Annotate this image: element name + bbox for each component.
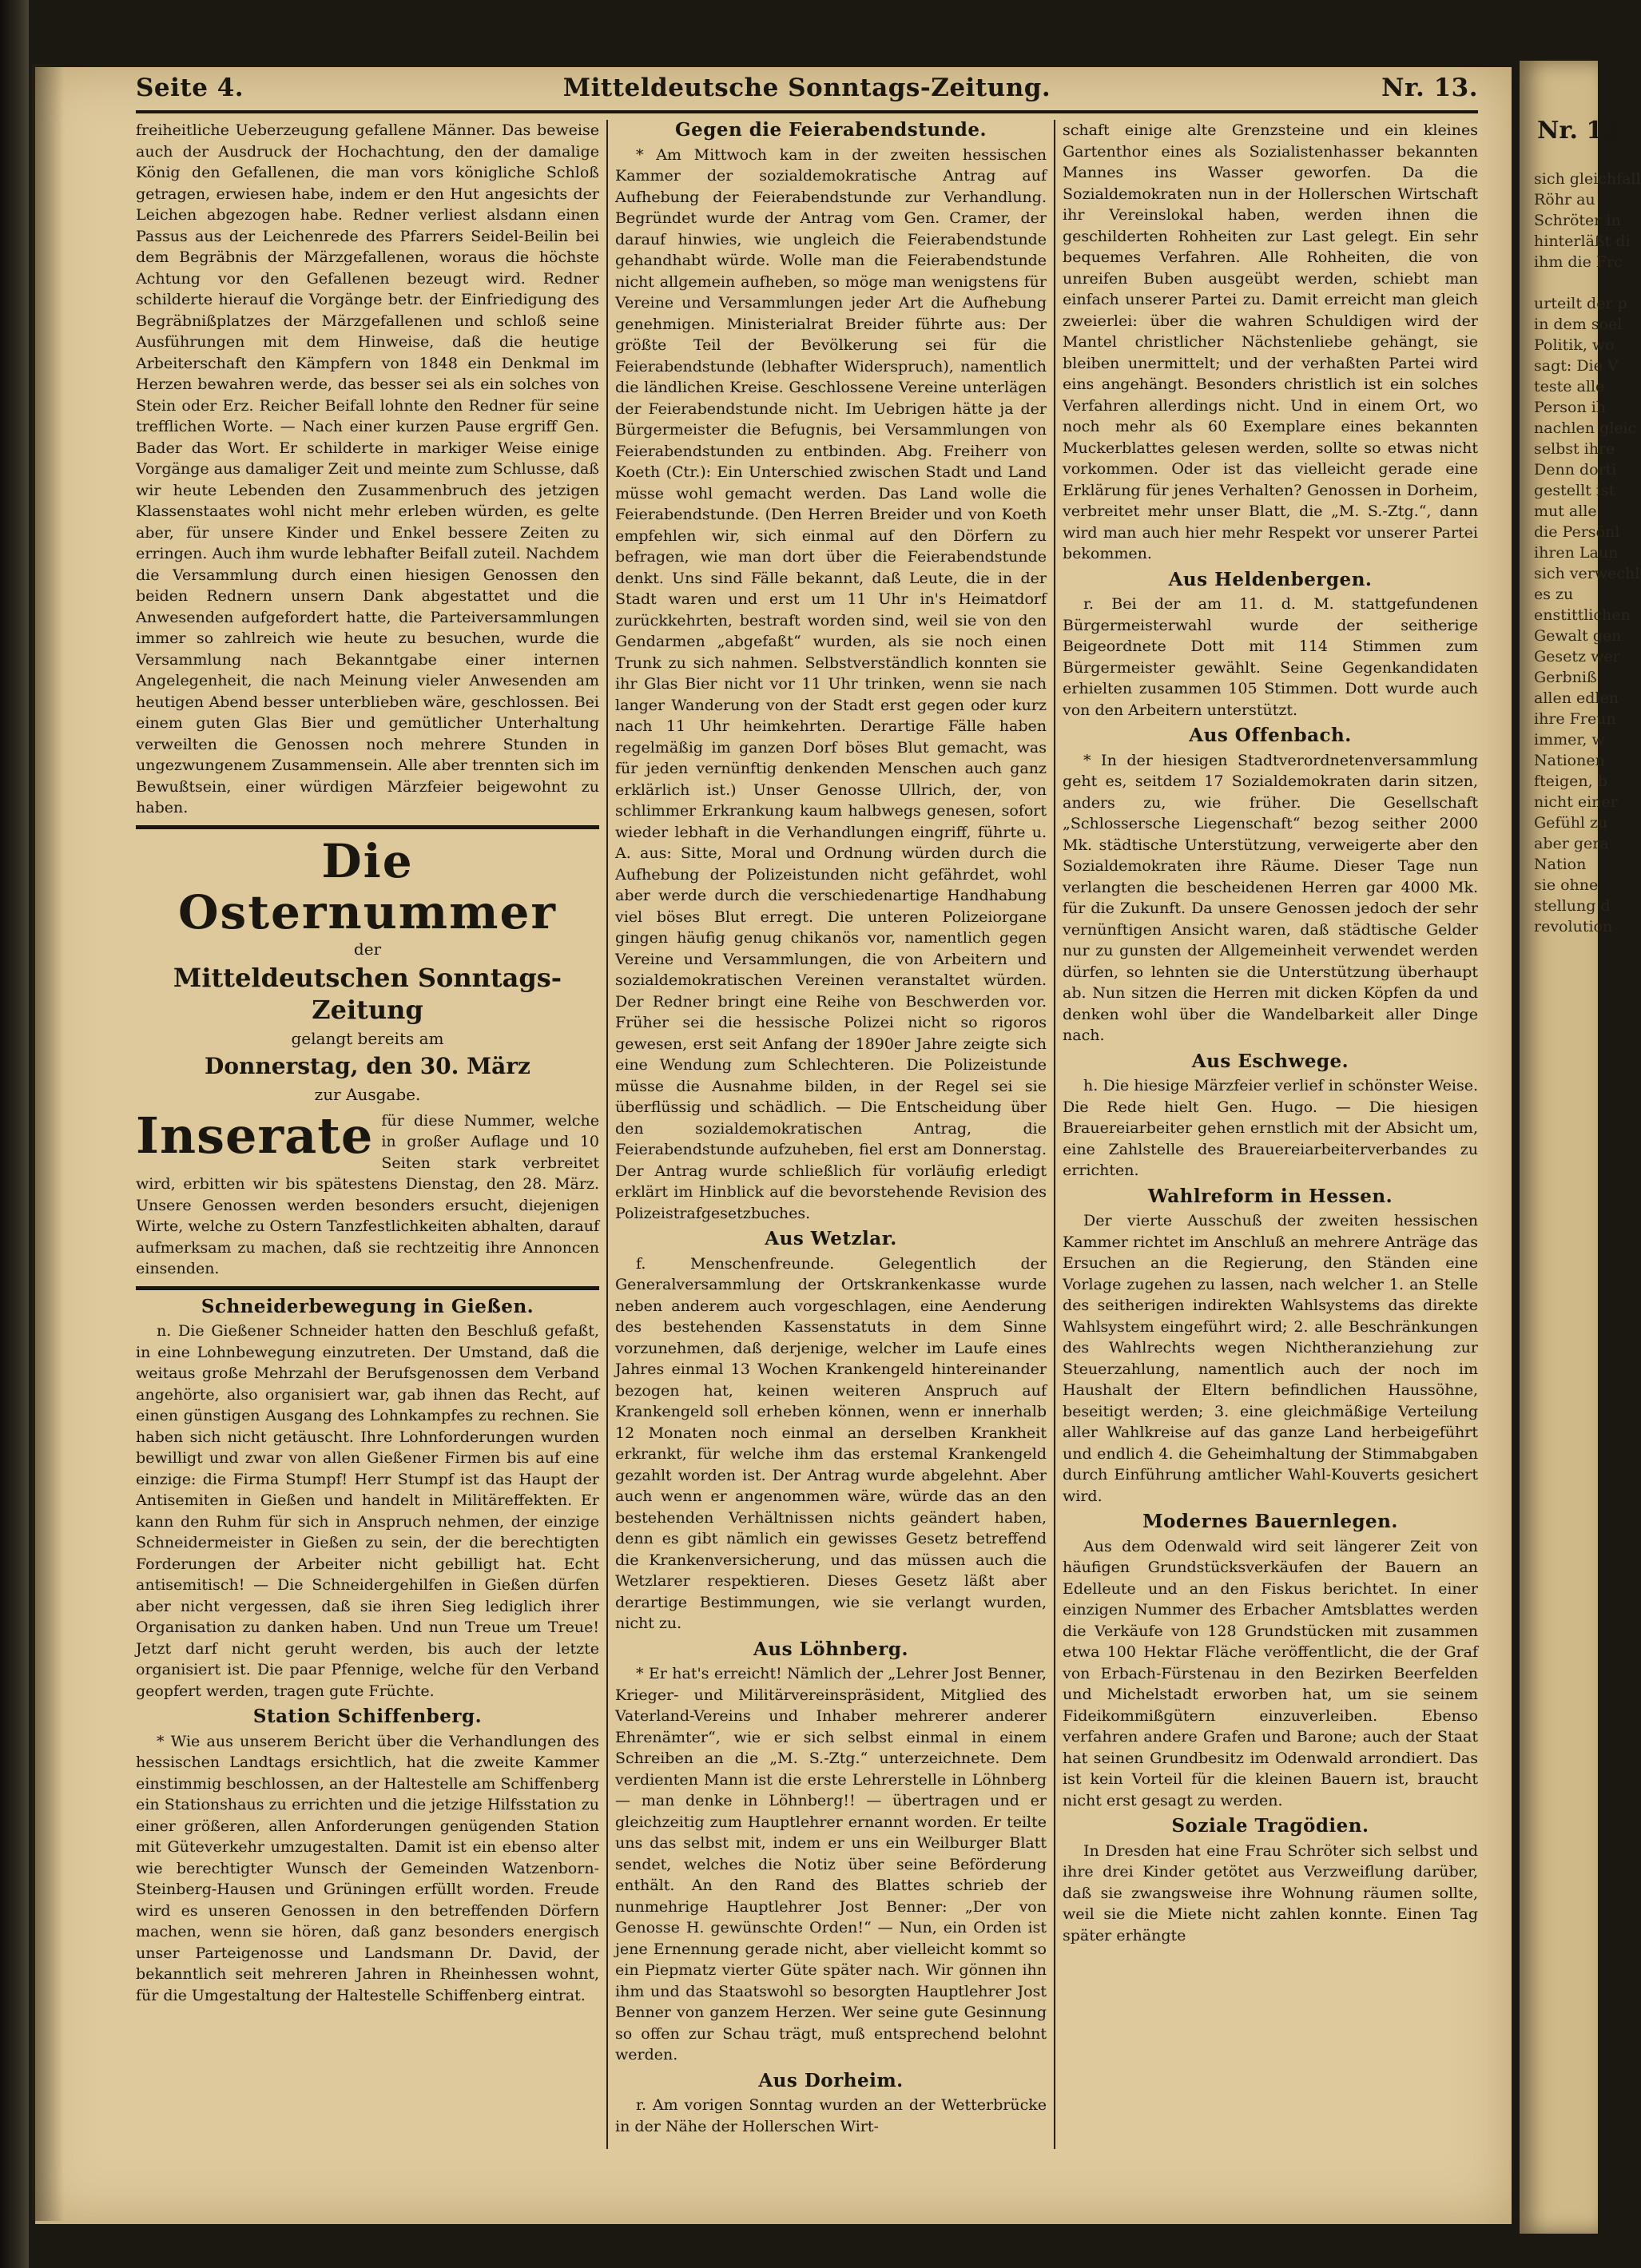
adjacent-page-line: ihre Freun	[1534, 710, 1616, 728]
adjacent-page-line: nachlen gleic	[1534, 419, 1637, 437]
adjacent-page-line: teste alle	[1534, 378, 1605, 395]
adjacent-page-line: hinterläßt di	[1534, 232, 1631, 250]
adjacent-page-line: allen edlen	[1534, 689, 1619, 707]
adjacent-page-line: ihm die Frc	[1534, 253, 1623, 271]
adjacent-page-line: enstittlichen	[1534, 606, 1631, 624]
article-heading: Aus Heldenbergen.	[1168, 568, 1373, 590]
adjacent-page-line: Röhr au	[1534, 191, 1595, 209]
article-heading: Wahlreform in Hessen.	[1147, 1185, 1393, 1207]
article-heading: Aus Dorheim.	[758, 2069, 904, 2091]
adjacent-page-line: Politik, wo	[1534, 336, 1615, 354]
adjacent-page-line: selbst ihre	[1534, 440, 1615, 458]
page-number: Seite 4.	[136, 73, 244, 102]
column-3	[1063, 120, 1478, 1946]
column-1	[136, 120, 599, 2006]
article-heading: Schneiderbewegung in Gießen.	[201, 1295, 534, 1317]
adjacent-page-line: Schröter in	[1534, 212, 1621, 229]
adjacent-page-line: sagt: Die V	[1534, 357, 1619, 375]
article-text: r. Am vorigen Sonntag wurden an der Wetterbrücke in der Nähe der Hollerschen Wirt-	[615, 2096, 1047, 2135]
adjacent-page-line: Person ih	[1534, 399, 1607, 416]
article-text: freiheitliche Ueberzeugung gefallene Männer. Das beweise auch der Ausdruck der Hochachtung, den der damalige König den Gefallenen, die man vors königliche Schloß getragen, erwiesen habe, indem er den Hut angesichts der Leichen abgezogen habe. Redner verliest alsdann einen Passus aus der Leichenrede des Pfarrers Seidel-Beilin bei dem Begräbnis der Märzgefallenen, woraus die höchste Achtung vor den Gefallenen bezeugt wird. Redner schilderte hierauf die Vorgänge betr. der Einfriedigung des Begräbnißplatzes der Märzgefallenen und schloß seine Ausführungen mit dem Hinweise, daß die heutige Arbeiterschaft den Kämpfern von 1848 ein Denkmal im Herzen bewahren werde, das besser sei als ein solches von Stein oder Erz. Reicher Beifall lohnte den Redner für seine trefflichen Worte. — Nach einer kurzen Pause ergriff Gen. Bader das Wort. Er schilderte in markiger Weise einige Vorgänge aus damaliger Zeit und meinte zum Schlusse, daß wir heute Lebenden den Zusammenbruch des jetzigen Klassenstaates wohl nicht mehr erleben würden, es gelte aber, für unsere Kinder und Enkel bessere Zeiten zu erringen. Auch ihm wurde lebhafter Beifall zuteil. Nachdem die Versammlung durch einen hiesigen Genossen den beiden Rednern unsern Dank abgestattet und die Anwesenden aufgefordert hatte, die Parteiversammlungen immer so zahlreich wie heute zu besuchen, wurde die Versammlung nach Bekanntgabe einer internen Angelegenheit, die nach Meinung vieler Anwesenden am heutigen Abend besser unterblieben wäre, geschlossen. Bei einem guten Glas Bier und gemütlicher Unterhaltung verweilten die Genossen noch mehrere Stunden in ungezwungenem Zusammensein. Alle aber trennten sich im Bewußtsein, einer würdigen Märzfeier beigewohnt zu haben.	[136, 121, 599, 816]
adjacent-page-line: stellung d	[1534, 897, 1611, 915]
adjacent-page-line: gestellt ist	[1534, 482, 1615, 499]
masthead-rule	[136, 110, 1478, 113]
adjacent-page-line: nicht einer	[1534, 793, 1618, 811]
article-text: n. Die Gießener Schneider hatten den Beschluß gefaßt, in eine Lohnbewegung einzutreten. Der Umstand, daß die weitaus große Mehrzahl der Berufsgenossen dem Verband angehörte, also organisiert war, gab ihnen das Recht, auf einen günstigen Ausgang des Lohnkampfes zu rechnen. Sie haben sich nicht getäuscht. Ihre Lohnforderungen wurden bewilligt und zwar von allen Gießener Firmen bis auf eine einzige: die Firma Stumpf! Herr Stumpf ist das Haupt der Antisemiten in Gießen und handelt in Militäreffekten. Er kann den Ruhm für sich in Anspruch nehmen, der einzige Schneidermeister in Gießen zu sein, der die berechtigten Forderungen der Arbeiter nicht gebilligt hat. Echt antisemitisch! — Die Schneidergehilfen in Gießen dürfen aber nicht vergessen, daß sie ihren Sieg lediglich ihrer Organisation zu danken haben. Und nun Treue um Treue! Jetzt darf nicht geruht werden, bis auch der letzte organisiert ist. Die paar Pfennige, welche für den Verband geopfert werden, tragen gute Früchte.	[136, 1322, 599, 1700]
adjacent-page-number: Nr. 13.	[1537, 117, 1628, 145]
adjacent-page-line: revolution	[1534, 918, 1613, 935]
article-text: In Dresden hat eine Frau Schröter sich selbst und ihre drei Kinder getötet aus Verzweiflung darüber, daß sie zwangsweise ihre Wohnung räumen sollte, weil sie die Miete nicht zahlen konnte. Einen Tag später erhängte	[1063, 1841, 1478, 1944]
adjacent-page-line: die Persönl	[1534, 523, 1620, 541]
adjacent-page-line: sich gleichfall	[1534, 170, 1641, 188]
article-heading: Aus Wetzlar.	[765, 1228, 897, 1249]
adjacent-page-line: Nation	[1534, 856, 1587, 873]
easter-issue-notice	[136, 833, 599, 1280]
issue-number: Nr. 13.	[1381, 73, 1478, 102]
notice-der: der	[353, 939, 382, 959]
adjacent-page-line: fteigen, b	[1534, 773, 1607, 790]
notice-sentence: gelangt bereits am	[291, 1028, 444, 1048]
column-rule	[1054, 120, 1055, 2149]
adjacent-page-line: Gerbniß	[1534, 669, 1597, 686]
notice-title: Die Osternummer	[178, 833, 557, 939]
adjacent-page-line: Gesetz wer	[1534, 648, 1620, 665]
article-text: * Wie aus unserem Bericht über die Verhandlungen des hessischen Landtags ersichtlich, hat die zweite Kammer einstimmig beschlossen, an der Haltestelle am Schiffenberg ein Stationshaus zu errichten und die jetzige Hilfsstation zu einer größeren, allen Anforderungen genügenden Station mit Güteverkehr umzugestalten. Damit ist ein ebenso alter wie berechtigter Wunsch der Gemeinden Watzenborn-Steinberg-Hausen und Grüningen erfüllt worden. Freude wird es unseren Genossen in den betreffenden Dörfern machen, wenn sie hören, daß ganz besonders energisch unser Parteigenosse und Landsmann Dr. David, der bekanntlich seit mehreren Jahren in Rheinhessen wohnt, für die Umgestaltung der Haltestelle Schiffenberg eintrat.	[136, 1732, 599, 2004]
adjacent-page-text	[1520, 169, 1641, 937]
inserate-ad	[136, 1106, 599, 1280]
article-heading: Station Schiffenberg.	[252, 1706, 483, 1727]
article-heading: Aus Eschwege.	[1191, 1050, 1349, 1072]
article-text: Der vierte Ausschuß der zweiten hessischen Kammer richtet im Anschluß an mehrere Anträge das Ersuchen an die Regierung, den Ständen eine Vorlage zugehen zu lassen, nach welcher 1. an Stelle des seitherigen indirekten Wahlsystems das direkte Wahlsystem eingeführt wird; 2. alle Beschränkungen des Wahlrechts wegen Nichtheranziehung zur Steuerzahlung, namentlich auch der noch im Haushalt der Eltern befindlichen Haussöhne, beseitigt werden; 3. eine gleichmäßige Verteilung aller Wahlkreise auf das ganze Land herbeigeführt und endlich 4. die Geheimhaltung der Stimmabgaben durch Einführung amtlicher Wahl-Kouverts gesichert wird.	[1063, 1212, 1478, 1505]
adjacent-page-line: Gewalt gen	[1534, 627, 1622, 645]
inserate-heading: Inserate	[136, 1106, 374, 1165]
notice-ausgabe: zur Ausgabe.	[314, 1084, 421, 1104]
article-heading: Gegen die Feierabendstunde.	[674, 119, 987, 141]
adjacent-page-line: ihren Laun	[1534, 544, 1619, 562]
adjacent-page-line: es zu	[1534, 586, 1574, 603]
paper-title: Mitteldeutsche Sonntags-Zeitung.	[562, 73, 1051, 102]
book-binding	[0, 0, 29, 2268]
adjacent-page-line: Denn dorti	[1534, 461, 1617, 479]
adjacent-page-line: aber gera	[1534, 835, 1609, 852]
notice-paper-name: Mitteldeutschen Sonntags-Zeitung	[173, 962, 562, 1025]
article-text: h. Die hiesige Märzfeier verlief in schönster Weise. Die Rede hielt Gen. Hugo. — Die hiesigen Brauereiarbeiter gehen ernstlich mit der Absicht um, eine Zahlstelle des Brauereiarbeiterverbandes zu errichten.	[1063, 1077, 1478, 1179]
article-text: Aus dem Odenwald wird seit längerer Zeit von häufigen Grundstücksverkäufen der Bauern an Edelleute und an den Fiskus berichtet. In einer einzigen Nummer des Erbacher Amtsblattes werden die Verkäufe von 128 Grundstücken mit zusammen etwa 100 Hektar Fläche veröffentlicht, die der Graf von Erbach-Fürstenau in den Bezirken Beerfelden und Michelstadt erworben hat, um sie seinem Fideikommißgütern einzuverleiben. Ebenso verfahren andere Grafen und Barone; auch der Staat hat seinen Grundbesitz im Odenwald arrondiert. Das ist kein Vorteil für die kleinen Bauern ist, braucht nicht erst gesagt zu werden.	[1063, 1537, 1478, 1809]
article-text: * Am Mittwoch kam in der zweiten hessischen Kammer der sozialdemokratische Antrag auf Aufhebung der Feierabendstunde zur Verhandlung. Begründet wurde der Antrag vom Gen. Cramer, der darauf hinwies, wie ungleich die Feierabendstunde gehandhabt würde. Wolle man die Feierabendstunde nicht allgemein aufheben, so möge man wenigstens für Vereine und Versammlungen jeder Art die Aufhebung genehmigen. Ministerialrat Breider führte aus: Der größte Teil der Bevölkerung sei für die Feierabendstunde (lebhafter Widerspruch), namentlich die ländlichen Kreise. Geschlossene Vereine unterlägen der Feierabendstunde nicht. Im Uebrigen hätte ja der Bürgermeister die Befugnis, bei Versammlungen von Feierabendstunden zu entbinden. Abg. Freiherr von Koeth (Ctr.): Ein Unterschied zwischen Stadt und Land müsse wohl gemacht werden. Das Land wolle die Feierabendstunde. (Den Herren Breider und von Koeth empfehlen wir, sich einmal auf den Dörfern zu befragen, wie man dort über die Feierabendstunde denkt. Uns sind Fälle bekannt, daß Leute, die in der Stadt waren und erst um 11 Uhr in's Heimatdorf zurückkehrten, bestraft worden sind, weil sie von den Gendarmen „abgefaßt“ wurden, als sie noch einen Trunk zu sich nahmen. Selbstverständlich konnten sie ihr Glas Bier nicht vor 11 Uhr trinken, wenn sie nach langer Wanderung von der Stadt erst gegen oder kurz nach 11 Uhr heimkehrten. Derartige Fälle haben regelmäßig im ganzen Dorf böses Blut gemacht, was für jeden vernünftig denkenden Menschen auch ganz erklärlich ist.) Unser Genosse Ullrich, der, von schlimmer Erkrankung kaum halbwegs genesen, sofort wieder lebhaft in die Verhandlungen eingriff, führte u. A. aus: Sitte, Moral und Ordnung würden durch die Aufhebung der Polizeistunden nicht gefährdet, wohl aber werde durch die verschiedenartige Handhabung viel böses Blut erregt. Die unteren Polizeiorgane gingen häufig genug chikanös vor, namentlich gegen Vereine und Versammlungen, die von Arbeitern und sozialdemokratischen Vereinen veranstaltet würden. Der Redner bringt eine Reihe von Beschwerden vor. Früher sei die hessische Polizei nicht so rigoros gewesen, erst seit Anfang der 1890er Jahre zeigte sich eine Wendung zum Schlechteren. Die Polizeistunde müsse die Ausnahme bilden, in der Regel sei sie überflüssig und schädlich. — Die Entscheidung über den sozialdemokratischen Antrag, die Feierabendstunde aufzuheben, fiel erst am Donnerstag. Der Antrag wurde schließlich für vorläufig erledigt erklärt im Hinblick auf die bevorstehende Revision des Polizeistrafgesetzbuches.	[615, 145, 1047, 1222]
section-rule	[136, 1286, 599, 1290]
article-text: r. Bei der am 11. d. M. stattgefundenen Bürgermeisterwahl wurde der seitherige Beigeordnete Dott mit 114 Stimmen zum Bürgermeister gewählt. Seine Gegenkandidaten erhielten zusammen 105 Stimmen. Dott wurde auch von den Arbeitern unterstützt.	[1063, 595, 1478, 719]
column-2	[615, 120, 1047, 2137]
section-rule	[136, 825, 599, 829]
adjacent-page-line: Gefühl zu	[1534, 814, 1608, 832]
adjacent-page-line: in dem soel	[1534, 316, 1623, 333]
adjacent-page-line: sie ohne	[1534, 876, 1599, 894]
adjacent-page-line: immer, w	[1534, 731, 1605, 749]
article-text: schaft einige alte Grenzsteine und ein kleines Gartenthor eines als Sozialistenhasser bekannten Mannes ins Wasser geworfen. Da die Sozialdemokraten nun in der Hollerschen Wirtschaft ihr Vereinslokal haben, werden ihnen die geschilderten Rohheiten zur Last gelegt. Ein sehr bequemes Verfahren. Alle Rohheiten, die von unreifen Buben ausgeübt werden, schiebt man einfach unserer Partei zu. Damit erreicht man gleich zweierlei: über die wahren Schuldigen wird der Mantel christlicher Nächstenliebe gehängt, sie bleiben unermittelt; und der verhaßten Partei wird eins angehängt. Besonders christlich ist ein solches Verfahren allerdings nicht. Und in einem Ort, wo noch mehr als 60 Exemplare eines bekannten Muckerblattes gelesen werden, sollte so etwas nicht vorkommen. Oder ist das vielleicht gerade eine Erklärung für jenes Verhalten? Genossen in Dorheim, verbreitet mehr unser Blatt, die „M. S.-Ztg.“, dann wird man auch hier mehr Respekt vor unserer Partei bekommen.	[1063, 121, 1478, 562]
adjacent-page-line: Nationen	[1534, 752, 1605, 769]
article-heading: Aus Löhnberg.	[753, 1638, 908, 1660]
notice-date: Donnerstag, den 30. März	[205, 1052, 530, 1079]
column-rule	[606, 120, 608, 2149]
adjacent-page-line: mut alle	[1534, 502, 1597, 520]
article-text: * In der hiesigen Stadtverordnetenversammlung geht es, seitdem 17 Sozialdemokraten darin sitzen, anders zu, wie früher. Die Gesellschaft „Schlossersche Liegenschaft“ bezog seither 2000 Mk. städtische Unterstützung, verweigerte aber den Sozialdemokraten ihre Räume. Dieser Tage nun verlangten die bescheidenen Herren gar 4000 Mk. für die Zukunft. Da unsere Genossen jedoch der sehr vernünftigen Ansicht waren, daß städtische Gelder nur zu gunsten der Allgemeinheit verwendet werden dürfen, so lehnten sie die Unterstützung überhaupt ab. Nun sitzen die Herren mit dicken Köpfen da und denken wohl über die Wandelbarkeit aller Dinge nach.	[1063, 751, 1478, 1044]
article-heading: Aus Offenbach.	[1189, 725, 1352, 746]
adjacent-page-edge	[1520, 61, 1641, 2234]
adjacent-page-line: sich verwechl	[1534, 565, 1640, 582]
adjacent-page-line: urteilt der p	[1534, 295, 1627, 312]
article-heading: Modernes Bauernlegen.	[1142, 1511, 1398, 1532]
inserate-text: für diese Nummer, welche in großer Auflage und 10 Seiten stark verbreitet wird, erbitten wir bis spätestens Dienstag, den 28. März. Unsere Genossen werden besonders ersucht, diejenigen Wirte, welche zu Ostern Tanzfestlichkeiten abhalten, darauf aufmerksam zu machen, daß sie rechtzeitig ihre Annoncen einsenden.	[136, 1111, 599, 1277]
adjacent-page-line	[1534, 272, 1598, 293]
article-text: * Er hat's erreicht! Nämlich der „Lehrer Jost Benner, Krieger- und Militärvereinspräsident, Mitglied des Vaterland-Vereins und Inhaber mehrerer anderer Ehrenämter“, wie er sich selbst einmal in einem Schreiben an die „M. S.-Ztg.“ unterzeichnete. Dem verdienten Mann ist die erste Lehrerstelle in Löhnberg — man denke in Löhnberg!! — übertragen und er gleichzeitig zum Hauptlehrer ernannt worden. Er teilte uns das selbst mit, indem er uns ein Weilburger Blatt sendet, welches die Notiz über seine Beförderung enthält. An den Rand des Blattes schrieb der nunmehrige Hauptlehrer Jost Benner: „Der von Genosse H. gewünschte Orden!“ — Nun, ein Orden ist jene Ernennung gerade nicht, aber vielleicht kommt so ein Piepmatz vierter Güte später nach. Wir gönnen ihn ihm und das Staatswohl so besorgten Hauptlehrer Jost Benner von ganzem Herzen. Wer seine gute Gesinnung so offen zur Schau trägt, muß entsprechend belohnt werden.	[615, 1665, 1047, 2063]
article-heading: Soziale Tragödien.	[1171, 1815, 1369, 1837]
article-text: f. Menschenfreunde. Gelegentlich der Generalversammlung der Ortskrankenkasse wurde neben anderem auch vorgeschlagen, eine Aenderung des bestehenden Kassenstatuts in dem Sinne vorzunehmen, daß derjenige, welcher im Laufe eines Jahres einmal 13 Wochen Krankengeld hintereinander bezogen hat, keinen weiteren Anspruch auf Krankengeld soll erheben können, wenn er innerhalb 12 Monaten noch einmal an derselben Krankheit erkrankt, für welche ihm das erstemal Krankengeld gezahlt worden ist. Der Antrag wurde abgelehnt. Aber auch wenn er angenommen wäre, würde das an den bestehenden Verhältnissen nichts geändert haben, denn es gibt nämlich ein gewisses Gesetz betreffend die Krankenversicherung, und das müssen auch die Wetzlarer respektieren. Dieses Gesetz läßt aber derartige Bestimmungen, wie sie verlangt wurden, nicht zu.	[615, 1254, 1047, 1632]
